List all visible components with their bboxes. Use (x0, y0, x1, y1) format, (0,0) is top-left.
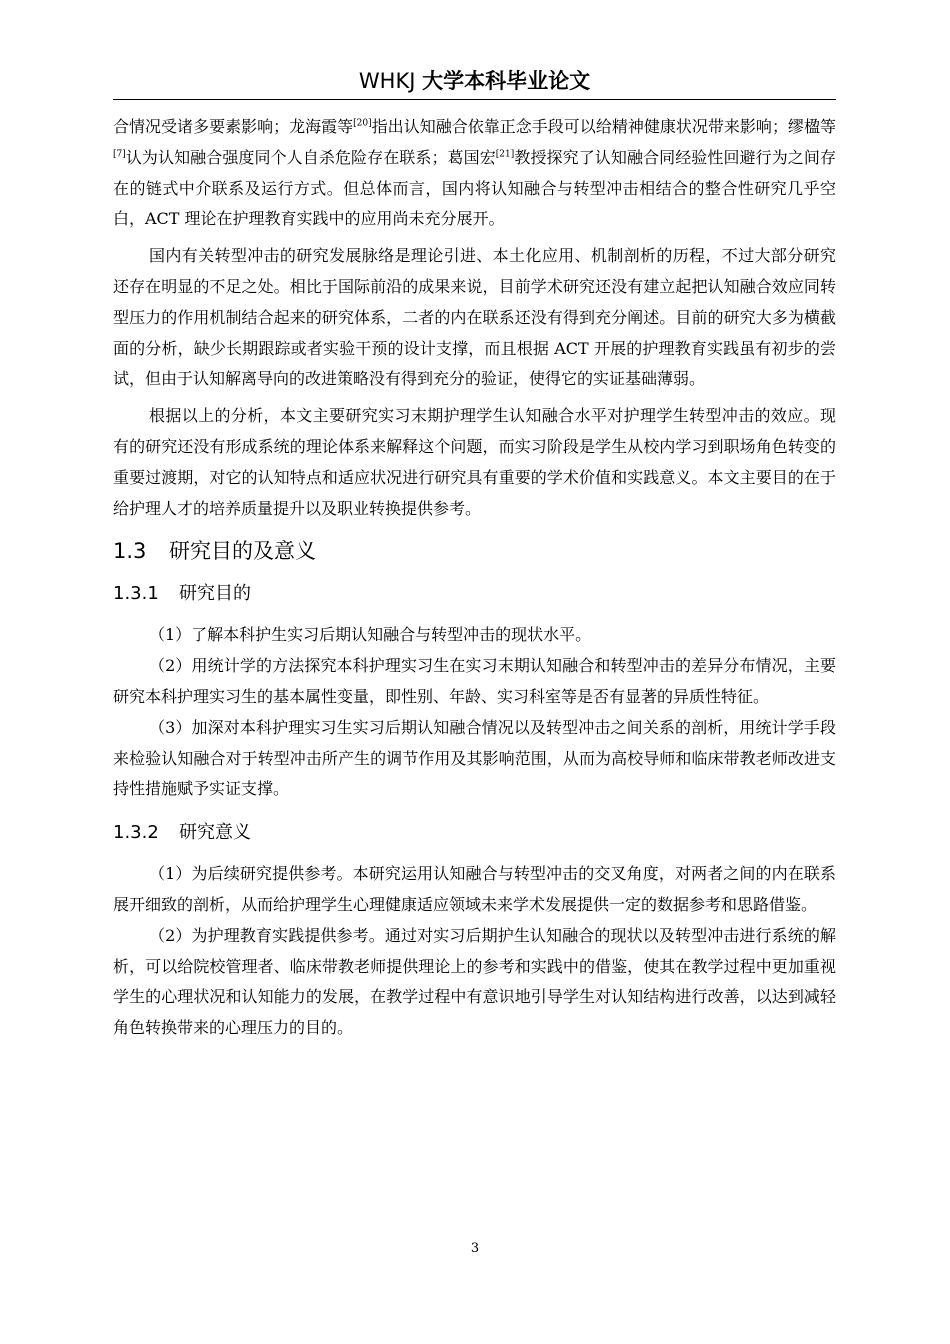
goal-item-1: （1）了解本科护生实习后期认知融合与转型冲击的现状水平。 (149, 625, 592, 645)
section-title: 研究目的及意义 (169, 539, 316, 564)
section-title: 研究目的 (179, 583, 251, 605)
page-number: 3 (470, 1241, 480, 1256)
citation-7: [7] (113, 149, 126, 160)
header-prefix: WHKJ (358, 69, 416, 93)
header-title: 大学本科毕业论文 (422, 69, 591, 93)
section-number: 1.3 (113, 539, 147, 564)
goal-item-2: （2）用统计学的方法探究本科护理实习生在实习末期认知融合和转型冲击的差异分布情况，主要研究本科护理实习生的基本属性变量，即性别、年龄、实习科室等是否有显著的异质性特征。 (113, 656, 836, 706)
text-run: 教授探究了认知融合同经验性回避行为之间存在的链式中介联系及运行方式。但总体而言，国内将认知融合与转型冲击相结合的整合性研究几乎空白，ACT 理论在护理教育实践中的应用尚未充分展开。 (113, 147, 836, 229)
paragraph-literature-domestic (113, 112, 836, 235)
citation-20: [20] (353, 118, 372, 129)
running-header (113, 66, 836, 96)
section-title: 研究意义 (179, 822, 251, 844)
paragraph-research-focus: 根据以上的分析，本文主要研究实习末期护理学生认知融合水平对护理学生转型冲击的效应。现有的研究还没有形成系统的理论体系来解释这个问题，而实习阶段是学生从校内学习到职场角色转变的重要过渡期，对它的认知特点和适应状况进行研究具有重要的学术价值和实践意义。本文主要目的在于给护理人才的培养质量提升以及职业转换提供参考。 (113, 406, 836, 518)
section-number: 1.3.2 (113, 822, 159, 844)
section-number: 1.3.1 (113, 583, 159, 605)
significance-item-1: （1）为后续研究提供参考。本研究运用认知融合与转型冲击的交叉角度，对两者之间的内在联系展开细致的剖析，从而给护理学生心理健康适应领域未来学术发展提供一定的数据参考和思路借鉴。 (113, 864, 836, 914)
paragraph-research-gap: 国内有关转型冲击的研究发展脉络是理论引进、本土化应用、机制剖析的历程，不过大部分研究还存在明显的不足之处。相比于国际前沿的成果来说，目前学术研究还没有建立起把认知融合效应同转型压力的作用机制结合起来的研究体系，二者的内在联系还没有得到充分阐述。目前的研究大多为横截面的分析，缺少长期跟踪或者实验干预的设计支撑，而且根据 ACT 开展的护理教育实践虽有初步的尝试，但由于认知解离导向的改进策略没有得到充分的验证，使得它的实证基础薄弱。 (113, 246, 836, 389)
text-run: 认为认知融合强度同个人自杀危险存在联系；葛国宏 (125, 147, 496, 167)
citation-21: [21] (495, 149, 515, 160)
page-body (113, 112, 836, 1044)
text-run: 指出认知融合依靠正念手段可以给精神健康状况带来影响；缪楹等 (371, 117, 836, 136)
section-heading-1-3-1 (113, 580, 836, 608)
section-heading-1-3-2 (113, 819, 836, 847)
text-run: 合情况受诸多要素影响；龙海霞等 (113, 117, 354, 136)
goal-item-3: （3）加深对本科护理实习生实习后期认知融合情况以及转型冲击之间关系的剖析，用统计学手段来检验认知融合对于转型冲击所产生的调节作用及其影响范围，从而为高校导师和临床带教老师改进支持性措施赋予实证支撑。 (113, 717, 836, 799)
significance-item-2: （2）为护理教育实践提供参考。通过对实习后期护生认知融合的现状以及转型冲击进行系统的解析，可以给院校管理者、临床带教老师提供理论上的参考和实践中的借鉴，使其在教学过程中更加重视学生的心理状况和认知能力的发展，在教学过程中有意识地引导学生对认知结构进行改善，以达到减轻角色转换带来的心理压力的目的。 (113, 925, 836, 1038)
section-heading-1-3 (113, 536, 836, 566)
header-rule (113, 99, 836, 100)
